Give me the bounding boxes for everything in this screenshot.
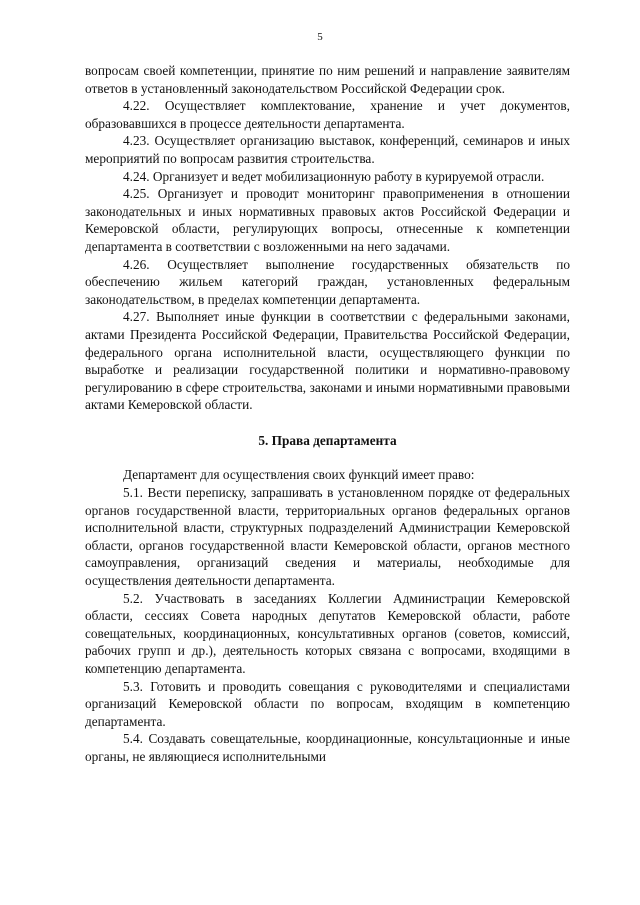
paragraph-4-25 <box>85 185 570 255</box>
paragraph-text: Выполняет иные функции в соответствии с федеральными законами, актами Президента Российской Федерации, Правительства Российской Федерации, федерального органа исполнительной власти, осуществляющего функции по выработке и реализации государственной политики и нормативно-правовому регулированию в сфере строительства, законами и иными нормативными правовыми актами Кемеровской области. <box>85 309 570 413</box>
paragraph-4-22 <box>85 97 570 132</box>
paragraph-text: вопросам своей компетенции, принятие по ним решений и направление заявителям ответов в установленный законодательством Российской Федерации срок. <box>85 63 570 96</box>
paragraph-number: 5.2. <box>123 590 143 606</box>
paragraph-continuation <box>85 62 570 97</box>
paragraph-text: Организует и ведет мобилизационную работу в курируемой отрасли. <box>152 168 545 184</box>
page-number: 5 <box>317 31 323 43</box>
paragraph-5-4 <box>85 730 570 765</box>
paragraph-number: 4.22. <box>123 98 150 114</box>
paragraph-4-26 <box>85 256 570 309</box>
paragraph-text: Вести переписку, запрашивать в установленном порядке от федеральных органов государственной власти, территориальных органов федеральных органов исполнительной власти, структурных подразделений Администрации Кемеровской области, органов государственной власти Кемеровской области, органов местного самоуправления, организаций сведения и материалы, необходимые для осуществления деятельности департамента. <box>85 485 570 589</box>
paragraph-text: Осуществляет организацию выставок, конференций, семинаров и иных мероприятий по вопросам развития строительства. <box>85 133 570 166</box>
section-heading: 5. Права департамента <box>258 432 397 448</box>
paragraph-text: Организует и проводит мониторинг правоприменения в отношении законодательных и иных нормативных правовых актов Российской Федерации и Кемеровской области, регулирующих вопросы, отнесенные к компетенции департамента в соответствии с возложенными на него задачами. <box>85 186 570 254</box>
paragraph-4-23 <box>85 132 570 167</box>
paragraph-5-2 <box>85 590 570 678</box>
paragraph-text: Осуществляет комплектование, хранение и учет документов, образовавшихся в процессе деятельности департамента. <box>85 98 570 131</box>
paragraph-5-1 <box>85 484 570 590</box>
paragraph-number: 4.25. <box>123 186 150 202</box>
paragraph-number: 4.23. <box>123 133 150 149</box>
paragraph-number: 5.3. <box>123 678 143 694</box>
paragraph-number: 5.1. <box>123 485 143 501</box>
paragraph-4-24 <box>85 168 570 186</box>
paragraph-text: Участвовать в заседаниях Коллегии Администрации Кемеровской области, сессиях Совета народных депутатов Кемеровской области, работе совещательных, координационных, консультативных органов (советов, комиссий, рабочих групп и др.), деятельность которых связана с вопросами, входящими в компетенцию департамента. <box>85 590 570 676</box>
paragraph-number: 4.24. <box>123 168 150 184</box>
document-body <box>85 62 570 766</box>
paragraph-number: 4.26. <box>123 256 150 272</box>
paragraph-text: Осуществляет выполнение государственных обязательств по обеспечению жильем категорий граждан, установленных федеральным законодательством, в пределах компетенции департамента. <box>85 256 571 307</box>
paragraph-5-3 <box>85 678 570 731</box>
paragraph-number: 5.4. <box>123 731 143 747</box>
paragraph-number: 4.27. <box>123 309 150 325</box>
section-intro: Департамент для осуществления своих функций имеет право: <box>123 467 475 483</box>
paragraph-text: Создавать совещательные, координационные, консультационные и иные органы, не являющиеся исполнительными <box>85 731 570 764</box>
paragraph-4-27 <box>85 308 570 414</box>
paragraph-text: Готовить и проводить совещания с руководителями и специалистами организаций Кемеровской области по вопросам, входящим в компетенцию департамента. <box>85 678 570 729</box>
